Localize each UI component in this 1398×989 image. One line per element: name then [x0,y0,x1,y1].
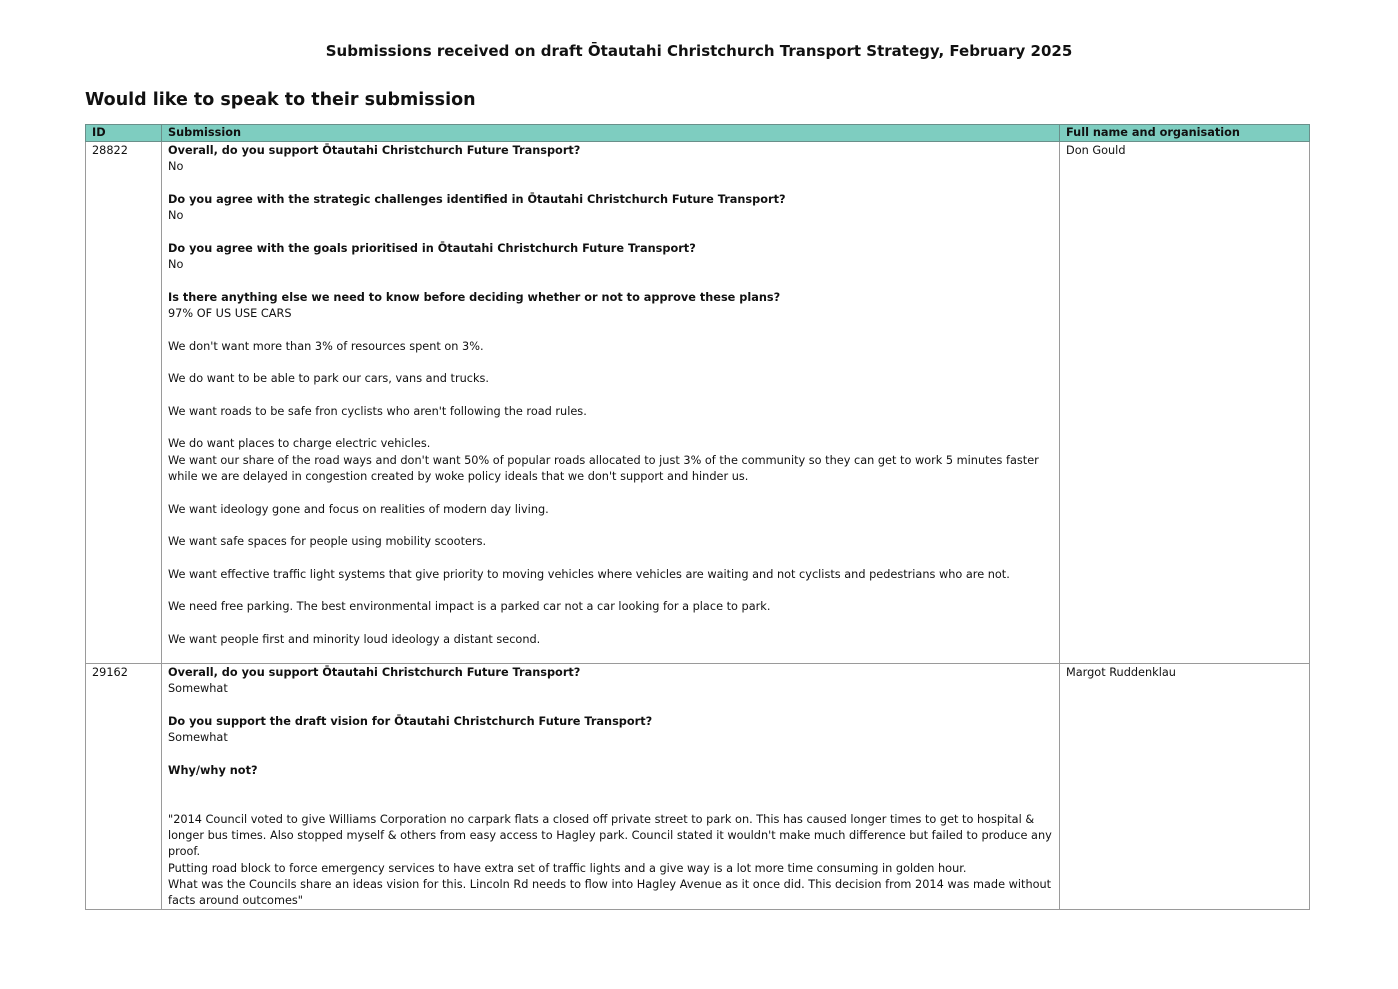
section-heading: Would like to speak to their submission [85,90,476,110]
answer: No [168,209,184,223]
answer: No [168,258,184,272]
answer: Somewhat [168,731,228,745]
question: Do you support the draft vision for Ōtautahi Christchurch Future Transport? [168,714,653,728]
comment-paragraph: "2014 Council voted to give Williams Corporation no carpark flats a closed off private street to park on. This has caused longer times to get to hospital & longer bus times. Also stopped myself & others from easy access to Hagley park. Council stated it wouldn't make much difference but failed to produce any proof. [168,812,1052,859]
comment-paragraph: We want our share of the road ways and don't want 50% of popular roads allocated to just 3% of the community so they can get to work 5 minutes faster while we are delayed in congestion created by woke policy ideals that we don't support and hinder us. [168,453,1039,483]
question: Is there anything else we need to know before deciding whether or not to approve these plans? [168,290,781,304]
comment-paragraph: We want people first and minority loud ideology a distant second. [168,632,541,646]
column-header-name: Full name and organisation [1060,125,1310,142]
answer: No [168,160,184,174]
question: Do you agree with the strategic challenges identified in Ōtautahi Christchurch Future Transport? [168,192,786,206]
comment-paragraph: We want safe spaces for people using mobility scooters. [168,535,487,549]
question: Overall, do you support Ōtautahi Christchurch Future Transport? [168,666,581,679]
comment-paragraph: We don't want more than 3% of resources spent on 3%. [168,339,484,353]
submitter-name: Don Gould [1060,142,1310,664]
table-row [86,664,1310,910]
comment-paragraph: Putting road block to force emergency services to have extra set of traffic lights and a give way is a lot more time consuming in golden hour. [168,861,967,875]
submission-id: 29162 [86,664,162,910]
submitter-name: Margot Ruddenklau [1060,664,1310,910]
comment-paragraph: We want effective traffic light systems that give priority to moving vehicles where vehicles are waiting and not cyclists and pedestrians who are not. [168,567,1010,581]
table-header-row [86,125,1310,142]
answer: Somewhat [168,682,228,696]
question: Do you agree with the goals prioritised in Ōtautahi Christchurch Future Transport? [168,241,696,255]
submissions-table [85,124,1310,910]
submission-id: 28822 [86,142,162,664]
column-header-id: ID [86,125,162,142]
column-header-submission: Submission [162,125,1060,142]
question: Why/why not? [168,763,258,777]
answer: 97% OF US USE CARS [168,306,292,320]
comment-paragraph: We want ideology gone and focus on realities of modern day living. [168,502,549,516]
table-row [86,142,1310,664]
document-title: Submissions received on draft Ōtautahi Christchurch Transport Strategy, February 2025 [325,42,1073,60]
comment-paragraph: We do want places to charge electric vehicles. [168,437,431,451]
comment-paragraph: We do want to be able to park our cars, vans and trucks. [168,372,489,386]
comment-paragraph: What was the Councils share an ideas vision for this. Lincoln Rd needs to flow into Hagley Avenue as it once did. This decision from 2014 was made without facts around outcomes" [168,877,1052,908]
question: Overall, do you support Ōtautahi Christchurch Future Transport? [168,144,581,157]
submission-text [162,142,1060,664]
comment-paragraph: We want roads to be safe fron cyclists who aren't following the road rules. [168,404,587,418]
submission-text [162,664,1060,910]
comment-paragraph: We need free parking. The best environmental impact is a parked car not a car looking for a place to park. [168,600,771,614]
